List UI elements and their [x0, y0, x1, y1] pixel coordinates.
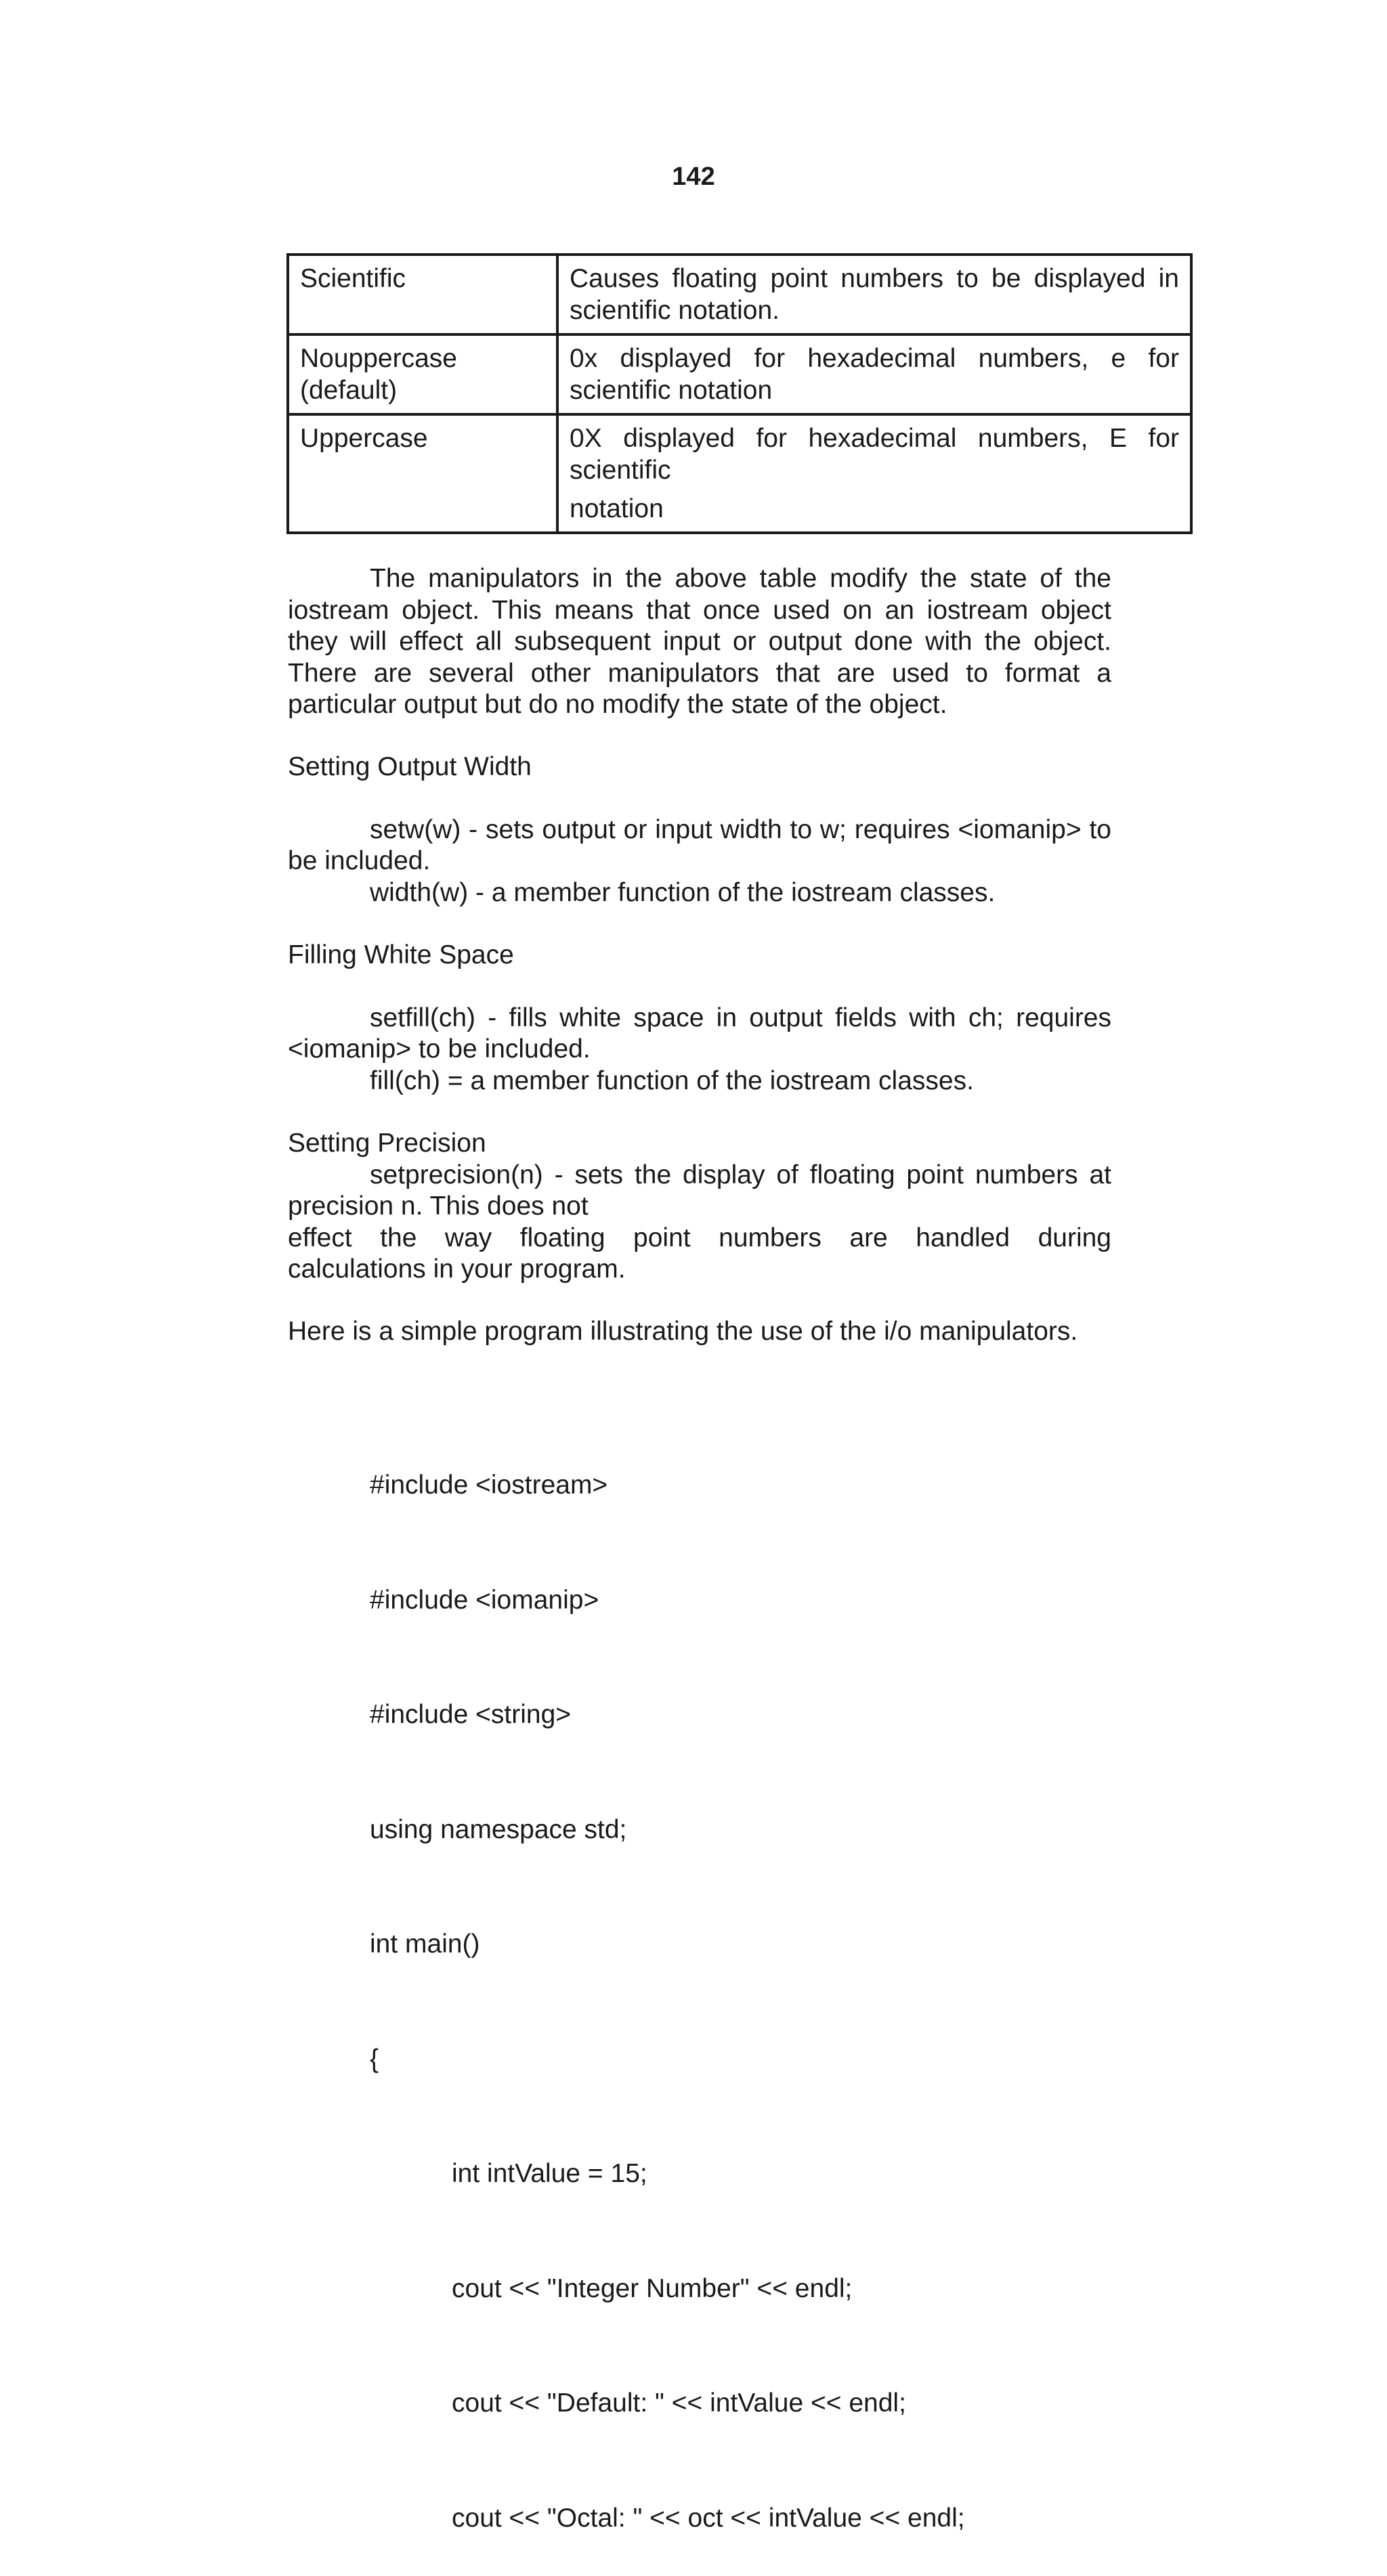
manipulator-name: Scientific — [300, 264, 406, 293]
code-line: #include <iostream> — [370, 1470, 608, 1500]
program-intro-block — [288, 1316, 1111, 1348]
code-line: cout << "Integer Number" << endl; — [452, 2273, 853, 2303]
width-description: width(w) - a member function of the iostream classes. — [370, 877, 996, 907]
code-line: int intValue = 15; — [452, 2159, 647, 2188]
manipulator-description: Causes floating point numbers to be displayed in scientific notation. — [570, 264, 1179, 325]
manipulators-table — [286, 253, 1193, 534]
code-line: #include <string> — [370, 1700, 572, 1729]
manipulator-name-cell — [288, 334, 557, 414]
page-number: 142 — [672, 162, 715, 191]
manipulator-description-cell — [557, 414, 1191, 533]
setprecision-description: setprecision(n) - sets the display of floating point numbers at precision n. This does not — [288, 1160, 1111, 1221]
setprecision-description-continued: effect the way floating point numbers are handled during — [288, 1223, 1111, 1252]
table-row — [288, 414, 1191, 533]
code-line: #include <iomanip> — [370, 1585, 599, 1615]
section-heading: Setting Precision — [288, 1129, 486, 1158]
table-row — [288, 255, 1191, 334]
code-line: using namespace std; — [370, 1814, 627, 1844]
setw-description: setw(w) - sets output or input width to w; requires <iomanip> to be included. — [288, 814, 1111, 875]
code-line: int main() — [370, 1929, 480, 1959]
intro-block — [288, 563, 1111, 721]
setfill-description: setfill(ch) - fills white space in output fields with ch; requires <iomanip> to be included. — [288, 1003, 1111, 1064]
manipulator-name-cell — [288, 255, 557, 334]
code-line: cout << "Default: " << intValue << endl; — [452, 2388, 906, 2418]
output-width-section — [288, 751, 1111, 909]
manipulator-description-cell — [557, 255, 1191, 334]
intro-paragraph: The manipulators in the above table modify the state of the iostream object. This means that once used on an iostream object they will effect all subsequent input or output done with the object. There are several other manipulators that are used to format a particular output but do no modify the state of the object. — [288, 564, 1111, 719]
manipulator-name: Uppercase — [300, 424, 428, 453]
manipulator-name-cell — [288, 414, 557, 533]
manipulator-description-cell — [557, 334, 1191, 414]
manipulator-description: 0x displayed for hexadecimal numbers, e for scientific notation — [570, 344, 1179, 405]
section-heading: Filling White Space — [288, 940, 514, 969]
fill-section — [288, 940, 1111, 1097]
precision-section — [288, 1128, 1111, 1286]
manipulator-description: 0X displayed for hexadecimal numbers, E for scientific — [570, 424, 1179, 485]
setprecision-description-end: calculations in your program. — [288, 1254, 626, 1284]
code-line: cout << "Octal: " << oct << intValue << endl; — [452, 2503, 965, 2533]
table-row — [288, 334, 1191, 414]
fill-description: fill(ch) = a member function of the iostream classes. — [370, 1066, 974, 1095]
manipulator-description-continued: notation — [570, 494, 664, 523]
program-intro: Here is a simple program illustrating the use of the i/o manipulators. — [288, 1317, 1078, 1346]
section-heading: Setting Output Width — [288, 752, 532, 781]
code-listing — [370, 1390, 965, 2576]
manipulator-name: Nouppercase — [300, 344, 457, 373]
manipulator-name-note: (default) — [300, 376, 398, 405]
code-line: { — [370, 2044, 379, 2074]
